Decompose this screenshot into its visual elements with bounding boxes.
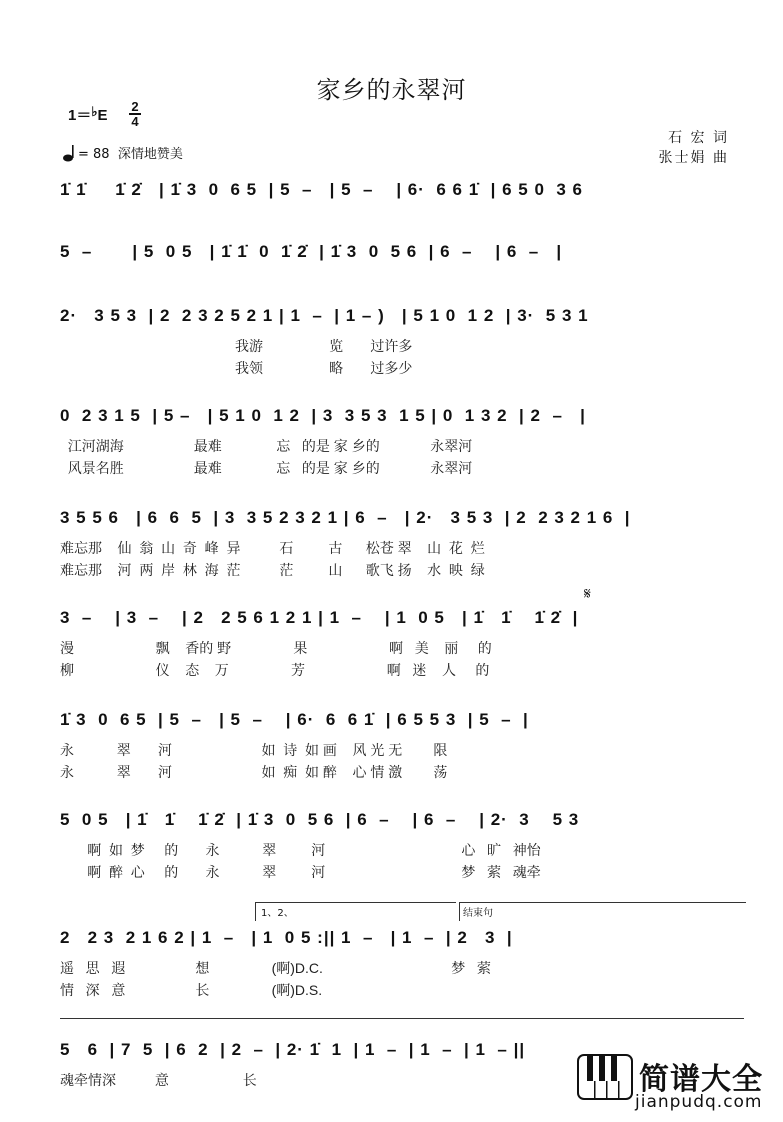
- logo-url[interactable]: jianpudq.com: [635, 1092, 763, 1112]
- song-title: 家乡的永翠河: [316, 76, 467, 104]
- volta-brackets: [255, 902, 745, 922]
- notes-line: 3 5 5 6 | 6 6 5 | 3 3 5 2 3 2 1 | 6 – | 2· 3 5 3 | 2 2 3 2 1 6 |: [60, 508, 631, 527]
- lyrics-verse-2: 难忘那 河 两 岸 林 海 茫 茫 山 歌飞 扬 水 映 绿: [60, 562, 485, 578]
- site-logo[interactable]: [577, 1054, 777, 1114]
- lyrics-verse-1: 遥 思 遐 想 (啊)D.C. 梦 萦: [60, 960, 491, 976]
- lyrics-verse-1: 永 翠 河 如 诗 如 画 风 光 无 限: [60, 742, 448, 758]
- lyricist: 石 宏 词: [668, 130, 729, 146]
- lyrics-verse-1: 难忘那 仙 翁 山 奇 峰 异 石 古 松苍 翠 山 花 烂: [60, 540, 485, 556]
- lyrics-verse-1: 我游 览 过许多: [60, 338, 413, 354]
- lyrics-verse-2: 风景名胜 最难 忘 的是 家 乡的 永翠河: [60, 460, 473, 476]
- tempo-value: = 88: [78, 147, 110, 162]
- tempo-expression: 深情地赞美: [117, 147, 183, 162]
- logo-text: 简谱大全: [639, 1062, 763, 1097]
- lyrics-verse-2: 永 翠 河 如 痴 如 醉 心 情 激 荡: [60, 764, 448, 780]
- notes-line: 3 – | 3 – | 2 2 5 6 1 2 1 | 1 – | 1 0 5 | 1̇ 1̇ 1̇ 2̇ |: [60, 608, 579, 627]
- volta-first: 1、2、: [261, 908, 294, 919]
- notes-line: 2 2 3 2 1 6 2 | 1 – | 1 0 5 :|| 1 – | 1 – | 2 3 |: [60, 928, 513, 947]
- lyrics-verse-2: 柳 仪 态 万 芳 啊 迷 人 的: [60, 662, 490, 678]
- notes-line: 5 6 | 7 5 | 6 2 | 2 – | 2· 1̇ 1 | 1 – | 1 – | 1 – ||: [60, 1040, 526, 1059]
- volta-second: 结束句: [463, 908, 493, 919]
- lyrics-verse-1: 啊 如 梦 的 永 翠 河 心 旷 神怡: [60, 842, 541, 858]
- lyrics-verse-2: 情 深 意 长 (啊)D.S.: [60, 982, 323, 998]
- lyrics-verse-1: 魂牵情深 意 长: [60, 1072, 257, 1088]
- quarter-note-icon: [62, 144, 78, 162]
- notes-line: 5 – | 5 0 5 | 1̇ 1̇ 0 1̇ 2̇ | 1̇ 3 0 5 6 | 6 – | 6 – |: [60, 242, 563, 261]
- time-signature: 2 4: [128, 100, 142, 128]
- segno-icon: 𝄋: [584, 584, 591, 603]
- lyrics-verse-2: 我领 略 过多少: [60, 360, 413, 376]
- lyrics-verse-1: 漫 飘 香的 野 果 啊 美 丽 的: [60, 640, 492, 656]
- lyrics-verse-1: 江河湖海 最难 忘 的是 家 乡的 永翠河: [60, 438, 473, 454]
- notes-line: 5 0 5 | 1̇ 1̇ 1̇ 2̇ | 1̇ 3 0 5 6 | 6 – | 6 – | 2· 3 5 3: [60, 810, 580, 829]
- notes-line: 2· 3 5 3 | 2 2 3 2 5 2 1 | 1 – | 1 – ) | 5 1 0 1 2 | 3· 5 3 1: [60, 306, 589, 325]
- notes-line: 1̇ 1̇ 1̇ 2̇ | 1̇ 3 0 6 5 | 5 – | 5 – | 6· 6 6 1̇ | 6 5 0 3 6: [60, 180, 583, 199]
- notes-line: 1̇ 3 0 6 5 | 5 – | 5 – | 6· 6 6 1̇ | 6 5 5 3 | 5 – |: [60, 710, 529, 729]
- key-signature: 1＝♭E: [68, 104, 108, 124]
- lyrics-verse-2: 啊 醉 心 的 永 翠 河 梦 萦 魂牵: [60, 864, 541, 880]
- notes-line: 0 2 3 1 5 | 5 – | 5 1 0 1 2 | 3 3 5 3 1 5 | 0 1 3 2 | 2 – |: [60, 406, 586, 425]
- credits: [659, 128, 729, 168]
- piano-keys-icon: [577, 1054, 633, 1100]
- system-line: [60, 1018, 744, 1019]
- composer: 张士娟 曲: [658, 150, 729, 166]
- tempo-marking: [62, 143, 183, 162]
